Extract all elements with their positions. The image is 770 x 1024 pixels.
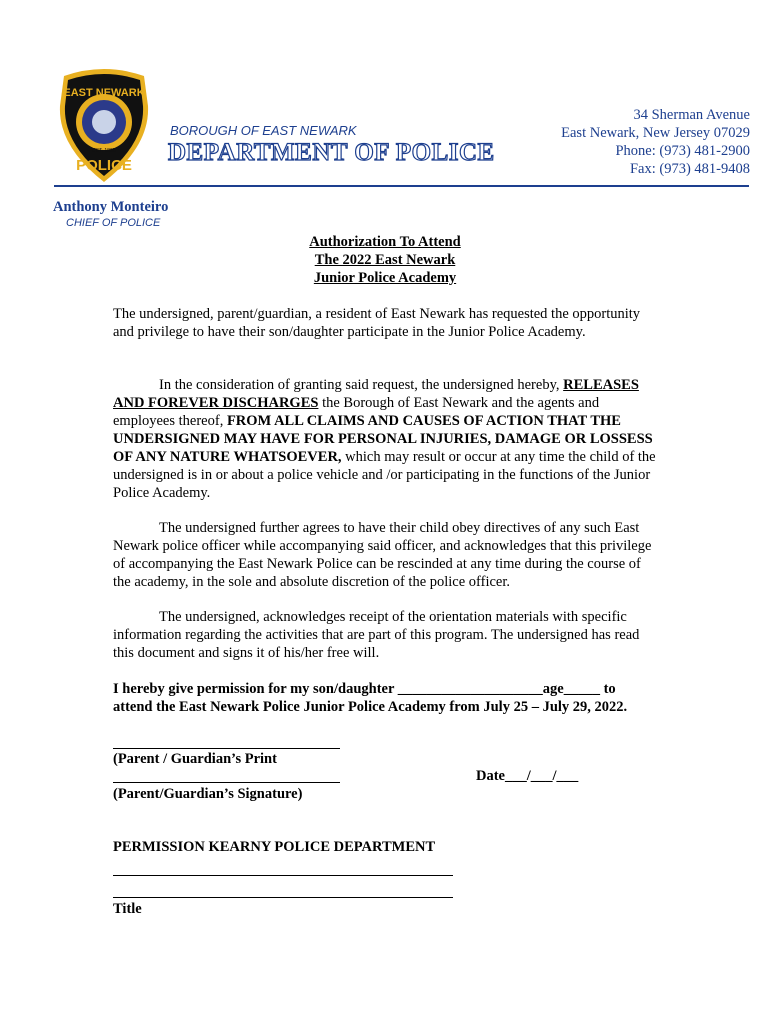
paragraph-directives: The undersigned further agrees to have their child obey directives of any such East Newark police officer while accompanying said officer, and acknowledges that this privilege of accompanying the East Newark Police can be rescinded at any time during the course of the academy, in the sole and absolute discretion of the police officer. — [113, 520, 652, 590]
title-line: Authorization To Attend — [309, 234, 461, 250]
permission-statement — [113, 680, 673, 716]
release-text: In the consideration of granting said request, the undersigned hereby, — [159, 377, 564, 393]
address-line: Phone: (973) 481-2900 — [615, 143, 750, 159]
kearny-permission-label: PERMISSION KEARNY POLICE DEPARTMENT — [113, 839, 436, 855]
badge-top-text: EAST NEWARK — [63, 87, 145, 99]
badge-bottom-text: POLICE — [76, 157, 132, 174]
header-divider — [54, 185, 749, 187]
chief-name: Anthony Monteiro — [53, 199, 169, 215]
date-field[interactable]: Date___/___/___ — [476, 768, 579, 784]
print-name-line[interactable] — [113, 748, 340, 749]
paragraph-acknowledgement: The undersigned, acknowledges receipt of the orientation materials with specific information regarding the activities that are part of this program. The undersigned has read this document and signs it of his/her free will. — [113, 609, 640, 661]
permission-line: I hereby give permission for my son/daughter ____________________age_____ to — [113, 681, 616, 697]
address-block — [561, 106, 750, 178]
kearny-signature-line[interactable] — [113, 875, 453, 876]
title-line: Junior Police Academy — [313, 270, 457, 286]
chief-title: CHIEF OF POLICE — [66, 217, 161, 229]
title-label: Title — [113, 901, 142, 917]
police-badge-logo — [56, 66, 152, 184]
permission-line: attend the East Newark Police Junior Police Academy from July 25 – July 29, 2022. — [113, 699, 628, 715]
signature-label: (Parent/Guardian’s Signature) — [113, 786, 303, 802]
department-title: DEPARTMENT OF POLICE — [168, 139, 495, 166]
paragraph-release — [113, 376, 658, 502]
title-line: The 2022 East Newark — [314, 252, 456, 268]
address-line: East Newark, New Jersey 07029 — [561, 125, 750, 141]
address-line: Fax: (973) 481-9408 — [629, 161, 750, 177]
address-line: 34 Sherman Avenue — [633, 107, 750, 123]
badge-est-text: EST. 1895 — [92, 148, 116, 154]
paragraph-request: The undersigned, parent/guardian, a resident of East Newark has requested the opportunity and privilege to have their son/daughter participate in the Junior Police Academy. — [113, 306, 641, 340]
kearny-title-line[interactable] — [113, 897, 453, 898]
release-claims: FROM ALL CLAIMS AND CAUSES OF ACTION THAT THE UNDERSIGNED MAY HAVE FOR PERSONAL INJURIES, DAMAGE OR LOSSESS OF ANY NATURE WHATSOEVER, — [113, 413, 653, 465]
release-text: which may result or occur at any time the child of the undersigned is in or about a police vehicle and /or participating in the functions of the Junior Police Academy. — [113, 449, 656, 501]
signature-line[interactable] — [113, 782, 340, 783]
borough-name: BOROUGH OF EAST NEWARK — [170, 123, 357, 138]
release-text: the Borough of East Newark and the agents and employees thereof, — [113, 395, 600, 429]
print-name-label: (Parent / Guardian’s Print — [113, 751, 277, 767]
release-emphasis: RELEASES AND FOREVER DISCHARGES — [113, 377, 639, 411]
document-title — [250, 233, 520, 287]
